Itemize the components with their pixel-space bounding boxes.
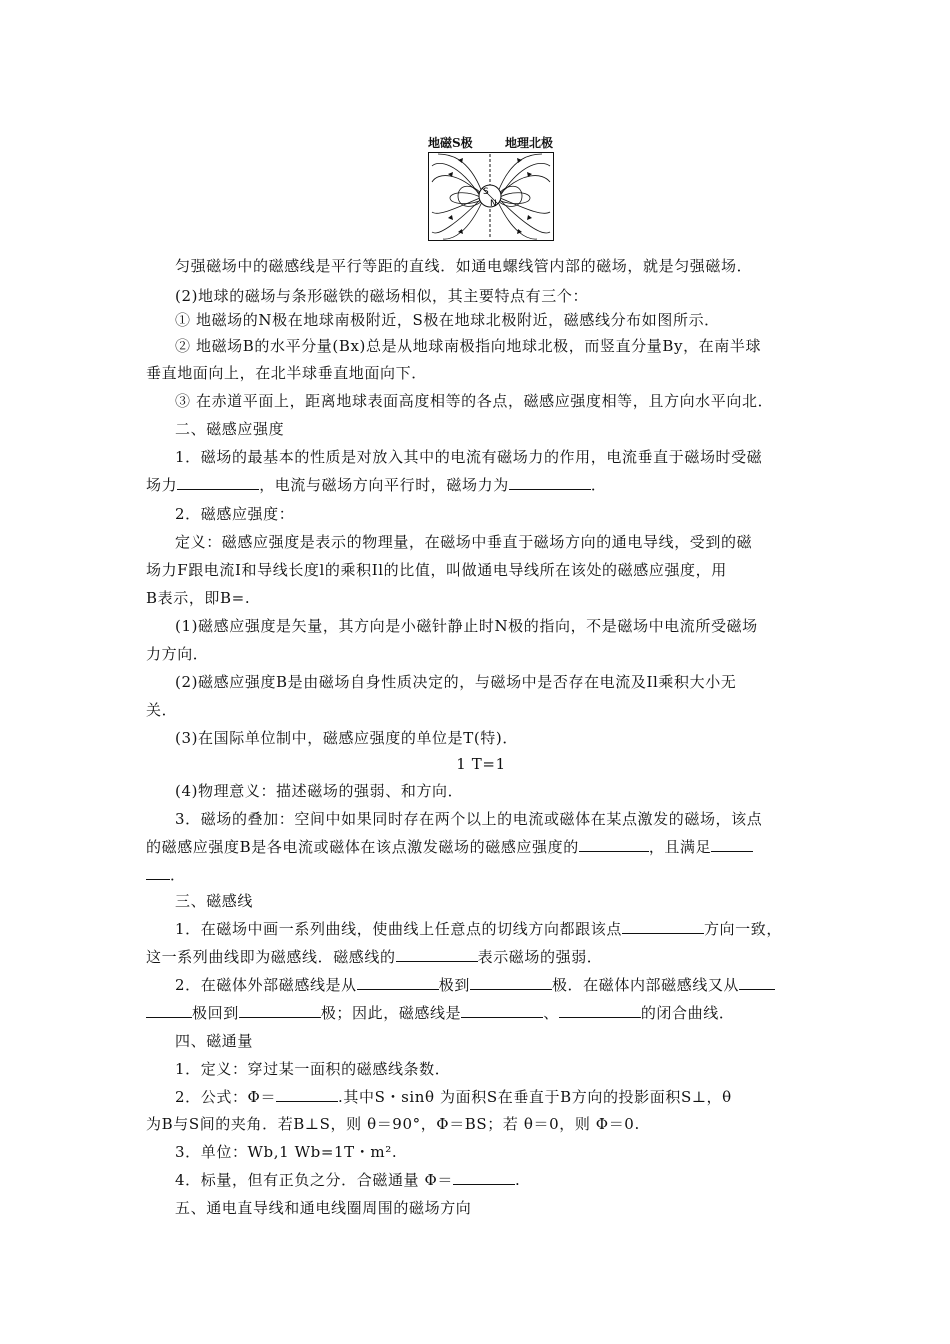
pole-n-label: N — [490, 199, 497, 209]
text-segment: 场力 — [146, 476, 178, 494]
text-segment: 、 — [543, 1004, 559, 1022]
pole-s-label: S — [483, 187, 489, 197]
answer-blank[interactable] — [146, 864, 170, 880]
text-segment: 2．在磁体外部磁感线是从 — [175, 976, 357, 994]
text-line-3: ① 地磁场的N极在地球南极附近，S极在地球北极附近，磁感线分布如图所示． — [175, 311, 720, 329]
text-segment: 极到 — [438, 976, 470, 994]
answer-blank[interactable] — [396, 946, 478, 962]
text-line-18: (3)在国际单位制中，磁感应强度的单位是T(特)． — [175, 729, 518, 747]
text-segment: 方向一致， — [703, 920, 782, 938]
earth-magnetic-field-figure — [428, 152, 554, 241]
section-heading-3: 三、磁感线 — [175, 892, 254, 910]
text-segment: 这一系列曲线即为磁感线．磁感线的 — [146, 948, 396, 966]
answer-blank[interactable] — [622, 918, 704, 934]
section-heading-4: 四、磁通量 — [175, 1032, 254, 1050]
text-line-30: 1．定义：穿过某一面积的磁感线条数． — [175, 1060, 451, 1078]
text-line-9 — [146, 474, 816, 496]
figure-label-magnetic-s-pole: 地磁S极 — [428, 136, 473, 150]
text-segment: ，电流与磁场方向平行时，磁场力为 — [259, 476, 509, 494]
answer-blank[interactable] — [461, 1002, 543, 1018]
text-line-32: 为B与S间的夹角．若B⊥S，则 θ＝90°，Φ＝BS；若 θ＝0，则 Φ＝0. — [146, 1115, 640, 1133]
figure-label-geographic-north: 地理北极 — [505, 136, 554, 150]
text-segment: ． — [170, 866, 186, 884]
text-line-12: 场力F跟电流I和导线长度l的乘积Il的比值，叫做通电导线所在该处的磁感应强度，用 — [146, 561, 727, 579]
text-line-4: ② 地磁场B的水平分量(Bx)总是从地球南极指向地球北极，而竖直分量By，在南半球 — [175, 337, 762, 355]
text-segment: 的磁感应强度B是各电流或磁体在该点激发磁场的磁感应强度的 — [146, 838, 579, 856]
text-line-8: 1．磁场的最基本的性质是对放入其中的电流有磁场力的作用，电流垂直于磁场时受磁 — [175, 448, 763, 466]
answer-blank[interactable] — [357, 974, 439, 990]
text-line-5: 垂直地面向上，在北半球垂直地面向下． — [146, 364, 427, 382]
answer-blank[interactable] — [739, 974, 775, 990]
text-line-26 — [146, 946, 816, 968]
section-heading-5: 五、通电直导线和通电线圈周围的磁场方向 — [175, 1199, 472, 1217]
text-line-34 — [175, 1169, 845, 1191]
answer-blank[interactable] — [239, 1002, 321, 1018]
text-line-27 — [175, 974, 845, 996]
text-line-10: 2．磁感应强度： — [175, 505, 295, 523]
text-line-13: B表示，即B=. — [146, 589, 251, 607]
text-line-23 — [146, 864, 816, 886]
answer-blank[interactable] — [509, 474, 591, 490]
answer-blank[interactable] — [559, 1002, 641, 1018]
text-segment: .其中S・sinθ 为面积S在垂直于B方向的投影面积S⊥，θ — [338, 1088, 732, 1106]
answer-blank[interactable] — [470, 974, 552, 990]
text-line-20: (4)物理意义：描述磁场的强弱、和方向． — [175, 782, 464, 800]
text-line-25 — [175, 918, 845, 940]
text-line-15: 力方向． — [146, 645, 209, 663]
answer-blank[interactable] — [276, 1086, 338, 1102]
text-segment: 极．在磁体内部磁感线又从 — [551, 976, 740, 994]
text-segment: 的闭合曲线． — [640, 1004, 735, 1022]
text-line-19: 1 T=1 — [456, 755, 506, 773]
section-heading-2: 二、磁感应强度 — [175, 420, 285, 438]
text-segment: 2．公式：Φ＝ — [175, 1088, 277, 1106]
text-line-17: 关． — [146, 701, 178, 719]
text-line-14: (1)磁感应强度是矢量，其方向是小磁针静止时N极的指向，不是磁场中电流所受磁场 — [175, 617, 758, 635]
answer-blank[interactable] — [579, 836, 649, 852]
text-line-2: (2)地球的磁场与条形磁铁的磁场相似，其主要特点有三个： — [175, 287, 589, 305]
answer-blank[interactable] — [146, 1002, 192, 1018]
text-line-21: 3．磁场的叠加：空间中如果同时存在两个以上的电流或磁体在某点激发的磁场，该点 — [175, 810, 763, 828]
text-segment: 4．标量，但有正负之分．合磁通量 Φ＝ — [175, 1171, 454, 1189]
text-line-16: (2)磁感应强度B是由磁场自身性质决定的，与磁场中是否存在电流及Il乘积大小无 — [175, 673, 737, 691]
text-segment: 表示磁场的强弱． — [477, 948, 603, 966]
text-line-22 — [146, 836, 816, 858]
text-line-6: ③ 在赤道平面上，距离地球表面高度相等的各点，磁感应强度相等，且方向水平向北． — [175, 392, 774, 410]
text-segment: 极回到 — [192, 1004, 239, 1022]
text-line-1: 匀强磁场中的磁感线是平行等距的直线．如通电螺线管内部的磁场，就是匀强磁场． — [175, 257, 753, 275]
text-line-28 — [146, 1002, 816, 1024]
text-line-33: 3．单位：Wb,1 Wb=1T・m². — [175, 1143, 398, 1161]
text-segment: ． — [590, 476, 607, 494]
text-line-11: 定义：磁感应强度是表示的物理量，在磁场中垂直于磁场方向的通电导线，受到的磁 — [175, 533, 753, 551]
text-segment: ，且满足 — [648, 838, 712, 856]
answer-blank[interactable] — [711, 836, 753, 852]
text-segment: 极；因此，磁感线是 — [320, 1004, 462, 1022]
text-line-31 — [175, 1086, 845, 1108]
answer-blank[interactable] — [177, 474, 259, 490]
text-segment: 1．在磁场中画一系列曲线，使曲线上任意点的切线方向都跟该点 — [175, 920, 622, 938]
text-segment: . — [515, 1171, 521, 1189]
answer-blank[interactable] — [453, 1169, 515, 1185]
